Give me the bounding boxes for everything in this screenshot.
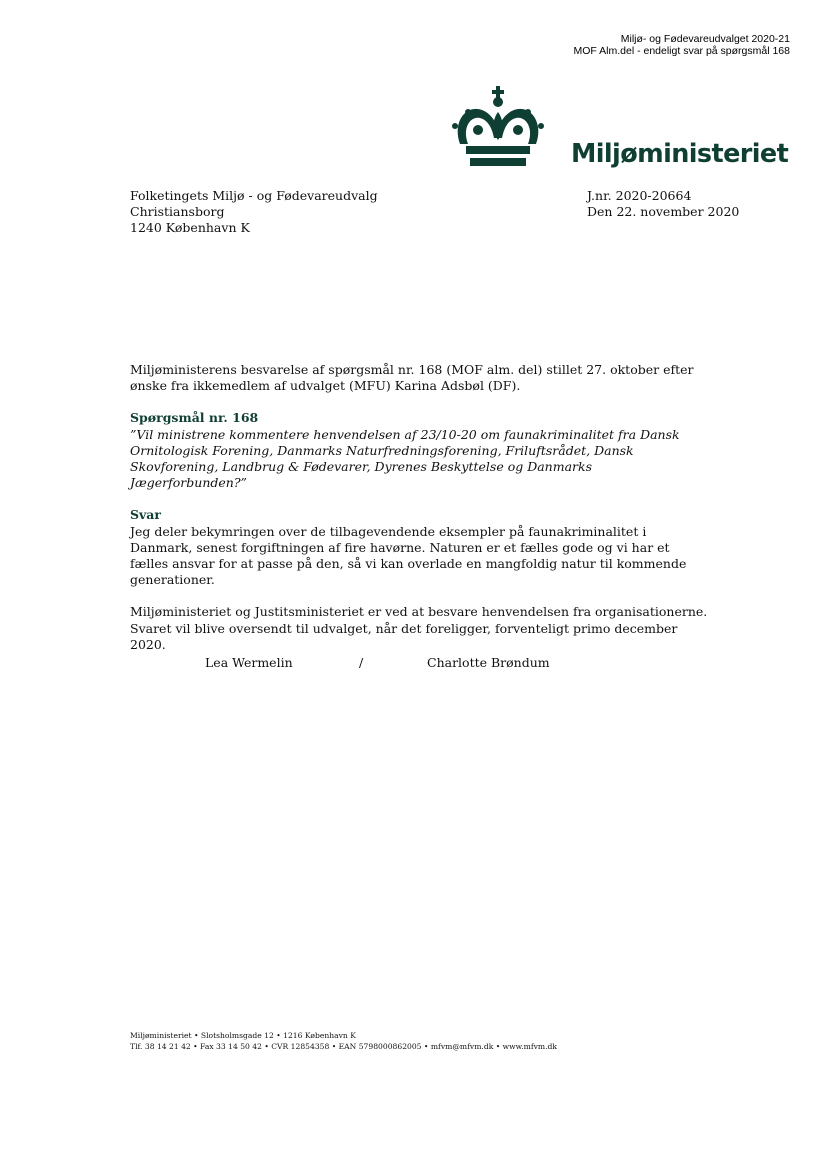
- answer-section: [130, 507, 710, 588]
- question-text: ”Vil ministrene kommentere henvendelsen af 23/10-20 om faunakriminalitet fra Dansk Ornitologisk Forening, Danmarks Naturfredningsforening, Friluftsrådet, Dansk Skovforening, Landbrug & Fødevarer, Dyrenes Beskyttelse og Danmarks Jægerforbunden?”: [130, 426, 680, 491]
- signature-right: Charlotte Brøndum: [427, 655, 550, 670]
- recipient-address: [130, 188, 378, 236]
- stamp-line-2: MOF Alm.del - endeligt svar på spørgsmål 168: [573, 45, 790, 57]
- question-heading: Spørgsmål nr. 168: [130, 410, 259, 426]
- journal-number: J.nr. 2020-20664: [587, 188, 692, 203]
- footer-contact: Tlf. 38 14 21 42 • Fax 33 14 50 42 • CVR 12854358 • EAN 5798000862005 • mfvm@mfvm.dk • www.mfvm.dk: [130, 1041, 557, 1051]
- answer-heading: Svar: [130, 507, 161, 523]
- answer-paragraph-1: Jeg deler bekymringen over de tilbagevendende eksempler på faunakriminalitet i Danmark, senest forgiftningen af fire havørne. Naturen er et fælles gode og vi har et fælles ansvar for at passe på den, så vi kan overlade en mangfoldig natur til kommende generationer.: [130, 523, 687, 588]
- recipient-line-1: Folketingets Miljø - og Fødevareudvalg: [130, 188, 378, 203]
- answer-paragraph-2: Miljøministeriet og Justitsministeriet er ved at besvare henvendelsen fra organisationerne. Svaret vil blive oversendt til udvalget, når det foreligger, forventeligt primo december 2020.: [130, 604, 708, 652]
- footer-address: Miljøministeriet • Slotsholmsgade 12 • 1216 København K: [130, 1031, 356, 1040]
- crown-logo-icon: [452, 86, 544, 170]
- document-stamp: [573, 33, 790, 57]
- recipient-line-2: Christiansborg: [130, 204, 225, 219]
- ministry-logo-text: Miljøministeriet: [571, 139, 789, 169]
- signature-separator: /: [359, 655, 364, 670]
- question-section: [130, 410, 710, 491]
- recipient-line-3: 1240 København K: [130, 220, 250, 235]
- page-footer: [130, 1031, 557, 1052]
- intro-paragraph: Miljøministerens besvarelse af spørgsmål nr. 168 (MOF alm. del) stillet 27. oktober efter ønske fra ikkemedlem af udvalget (MFU) Karina Adsbøl (DF).: [130, 362, 694, 394]
- letter-body: [130, 362, 710, 669]
- reference-block: [587, 188, 739, 220]
- letter-date: Den 22. november 2020: [587, 204, 740, 219]
- signature-left: Lea Wermelin: [205, 655, 293, 670]
- stamp-line-1: Miljø- og Fødevareudvalget 2020-21: [620, 33, 790, 45]
